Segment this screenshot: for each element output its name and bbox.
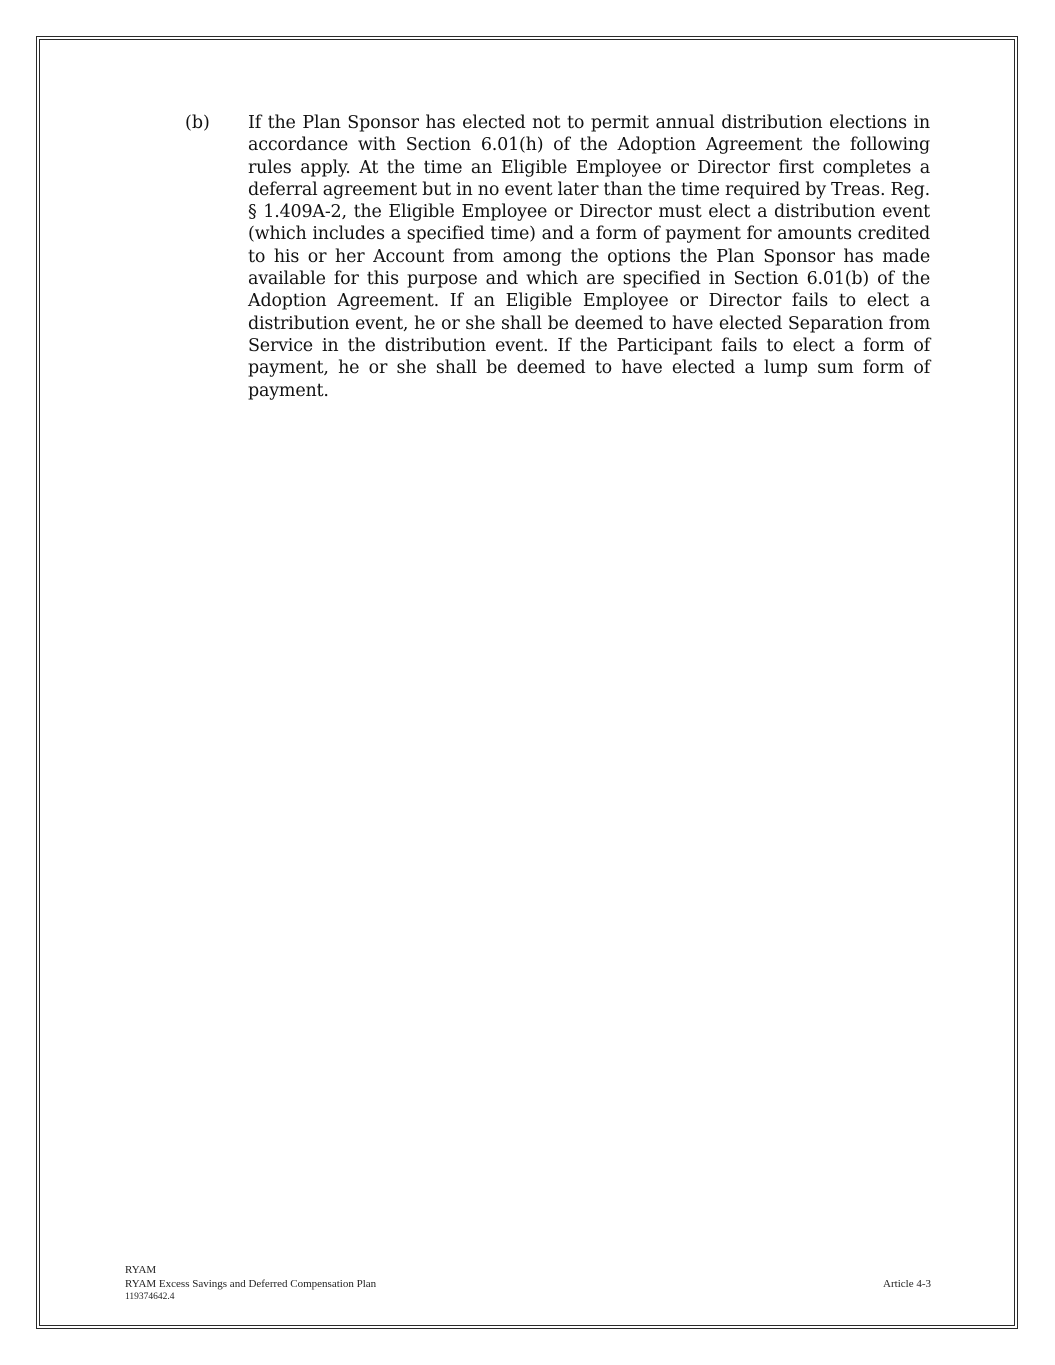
footer-doc-number: 119374642.4 [125,1292,175,1302]
clause-b [185,112,930,402]
footer-page-number: Article 4-3 [883,1277,931,1290]
clause-label: (b) [185,113,210,133]
footer-plan-name: RYAM Excess Savings and Deferred Compensation Plan [125,1277,377,1290]
page-footer [125,1264,931,1305]
footer-company: RYAM [125,1264,157,1276]
clause-body: If the Plan Sponsor has elected not to permit annual distribution elections in accordance with Section 6.01(h) of the Adoption Agreement the following rules apply. At the time an Eligible Employee or Director first completes a deferral agreement but in no event later than the time required by Treas. Reg. § 1.409A-2, the Eligible Employee or Director must elect a distribution event (which includes a specified time) and a form of payment for amounts credited to his or her Account from among the options the Plan Sponsor has made available for this purpose and which are specified in Section 6.01(b) of the Adoption Agreement. If an Eligible Employee or Director fails to elect a distribution event, he or she shall be deemed to have elected Separation from Service in the distribution event. If the Participant fails to elect a form of payment, he or she shall be deemed to have elected a lump sum form of payment. [248,113,930,401]
